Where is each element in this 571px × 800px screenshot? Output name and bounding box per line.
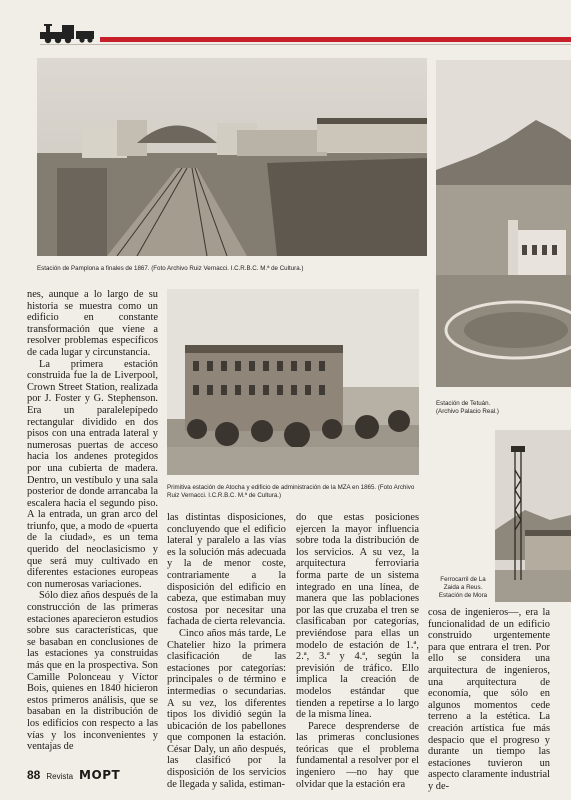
- header-accent-bar: [100, 37, 571, 42]
- paragraph: cosa de ingenieros—, era la funcionalidad de un edificio construido urgentemente para que entrara el tren. Por ello se considera una arquitectura de ingenieros, una arquitectura de economía, que sólo en algunos momentos cede terreno a la estética. La creación artística fue más despacio que el progreso y durante un tiempo las estaciones tuvieron un aspecto claramente industrial y de-: [428, 607, 550, 792]
- text-column-4: [428, 607, 550, 793]
- caption-reus: Ferrocarril de La Zaida a Reus. Estación de Mora: [438, 576, 488, 599]
- caption-atocha: Primitiva estación de Atocha y edificio de administración de la MZA en 1865. (Foto Archivo Ruiz Vernacci. I.C.R.B.C. M.ª de Cultura.): [167, 484, 415, 499]
- photo-pamplona-station: [37, 58, 427, 256]
- photo-atocha-station: [167, 289, 419, 475]
- caption-tetuan: Estación de Tetuán. (Archivo Palacio Real.): [436, 400, 499, 415]
- footer-brand-logo: MOPT: [79, 768, 121, 782]
- paragraph: nes, aunque a lo largo de su historia se muestra como un edificio en constante transformación que viene a resolver problemas específicos de cada lugar y circunstancia.: [27, 289, 158, 358]
- header: [0, 0, 571, 50]
- text-column-2: [167, 512, 286, 790]
- paragraph: Cinco años más tarde, Le Chatelier hizo la primera clasificación de las estaciones por categorías: principales o de término e intermedias o secundarias. A su vez, los diferentes tipos los dividió según la ubicación de los pabellones que componen la estación. César Daly, un año después, las clasificó por la disposición de los servicios de llegada y salida, estiman-: [167, 627, 286, 790]
- paragraph: Sólo diez años después de la construcción de las primeras estaciones aparecieron estudios sobre sus características, que se basaban en conclusiones de las estaciones ya construidas más que en la prospectiva. Son Camille Polonceau y Víctor Bois, quienes en 1840 hicieron estos primeros análisis, que se basaban en la distribución de los edificios con respecto a las vías y los inconvenientes y ventajas de: [27, 590, 158, 753]
- paragraph: las distintas disposiciones, concluyendo que el edificio lateral y paralelo a las vías es la solución más adecuada y la de menor coste, contrariamente a la disposición del edificio en cabeza, que estimaban muy costosa por necesitar una fachada de cierta relevancia.: [167, 512, 286, 628]
- caption-pamplona: Estación de Pamplona a finales de 1867. (Foto Archivo Ruiz Vernacci. I.C.R.B.C. M.ª de Cultura.): [37, 265, 304, 272]
- header-rule: [40, 44, 571, 45]
- photo-tetuan-station: [436, 60, 571, 387]
- paragraph: La primera estación construida fue la de Liverpool, Crown Street Station, realizada por J. Foster y G. Stephenson. Era un paralelepípedo rectangular dividido en dos pisos con una entrada lateral y numerosas puertas de acceso hacia los andenes protegidos por una cubierta de madera. Dentro, un vestíbulo y una sala posterior de donde arrancaba la escalera hacia el segundo piso. A la entrada, un gran arco del triunfo, que, a modo de «puerta de la ciudad», es un tema querido del neoclasicismo y que será muy cultivado en diferentes estaciones europeas con numerosas variaciones.: [27, 358, 158, 590]
- locomotive-icon: [38, 22, 96, 44]
- footer-revista: Revista: [46, 772, 74, 781]
- text-column-1: [27, 289, 158, 753]
- photo-mora-station: [495, 430, 571, 602]
- page-number: 88: [27, 768, 41, 782]
- paragraph: Parece desprenderse de las primeras conclusiones teóricas que el problema fundamental a resolver por el ingeniero —no hay que olvidar que la estación era: [296, 720, 419, 790]
- text-column-3: [296, 512, 419, 790]
- paragraph: do que estas posiciones ejercen la mayor influencia sobre toda la distribución de los servicios. A su vez, la arquitectura ferroviaria forma parte de un sistema integrado en una línea, de manera que las poblaciones por las que cruzaba el tren se clasificaban por categorías, previéndose para ellas un modelo de estación de 1.ª, 2.ª, 3.ª y 4.ª, según la previsión de tráfico. Ello implica la creación de modelos estándar que tienden a repetirse a lo largo de la misma línea.: [296, 512, 419, 721]
- page-footer: [27, 768, 120, 782]
